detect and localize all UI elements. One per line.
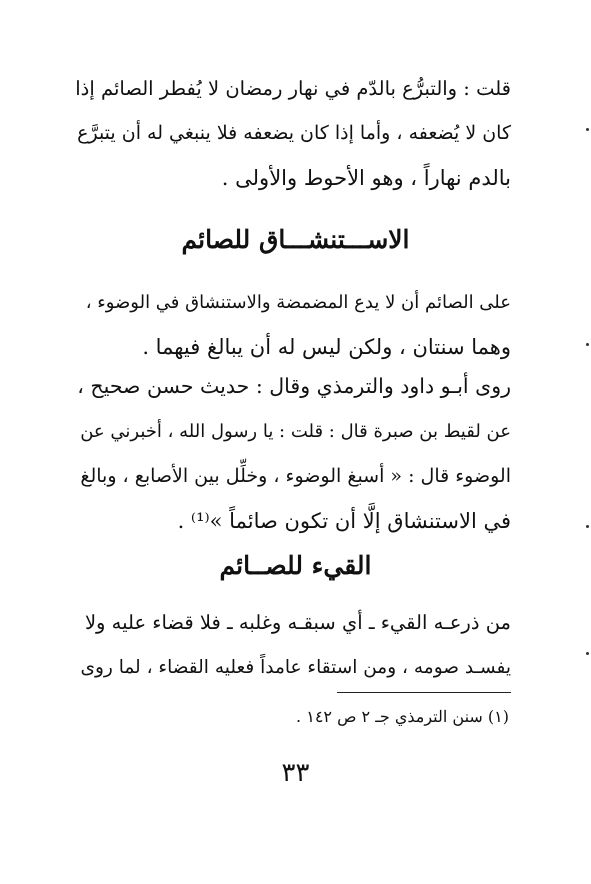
margin-mark: [586, 652, 589, 655]
text-line: كان لا يُضعفه ، وأما إذا كان يضعفه فلا ينبغي له أن يتبرَّع: [77, 122, 511, 144]
text-line: وهما سنتان ، ولكن ليس له أن يبالغ فيهما .: [142, 335, 511, 359]
text-line: في الاستنشاق إلَّا أن تكون صائماً »⁽¹⁾ .: [177, 509, 511, 533]
paragraph-blood-donation: [75, 66, 511, 201]
text-line: يفسـد صومه ، ومن استقاء عامداً فعليه القضاء ، لما روى: [80, 657, 511, 678]
footnote-divider: [337, 692, 511, 693]
margin-mark: [586, 525, 589, 528]
paragraph-hadith: [75, 364, 511, 544]
paragraph-rinsing: [75, 280, 511, 370]
footnote: (١) سنن الترمذي جـ ٢ ص ١٤٢ .: [296, 707, 509, 726]
paragraph-vomiting: [75, 600, 511, 690]
margin-mark: [586, 128, 589, 131]
margin-mark: [586, 343, 589, 346]
text-line: على الصائم أن لا يدع المضمضة والاستنشاق في الوضوء ،: [85, 292, 511, 313]
text-line: عن لقيط بن صبرة قال : قلت : يا رسول الله ، أخبرني عن: [80, 421, 511, 442]
section-heading-vomiting: القيء للصــائم: [219, 551, 372, 580]
text-line: من ذرعـه القيء ـ أي سبقـه وغلبه ـ فلا قضاء عليه ولا: [84, 611, 511, 634]
section-heading-istinshaq: الاســـتنشـــاق للصائم: [181, 225, 410, 254]
text-line: بالدم نهاراً ، وهو الأحوط والأولى .: [221, 166, 511, 190]
text-line: قلت : والتبرُّع بالدّم في نهار رمضان لا يُفطر الصائم إذا: [75, 77, 511, 100]
page-number: ٣٣: [281, 758, 310, 788]
text-line: الوضوء قال : « أسبغ الوضوء ، وخلِّل بين الأصابع ، وبالغ: [80, 465, 511, 487]
text-line: روى أبـو داود والترمذي وقال : حديث حسن صحيح ،: [77, 374, 511, 398]
